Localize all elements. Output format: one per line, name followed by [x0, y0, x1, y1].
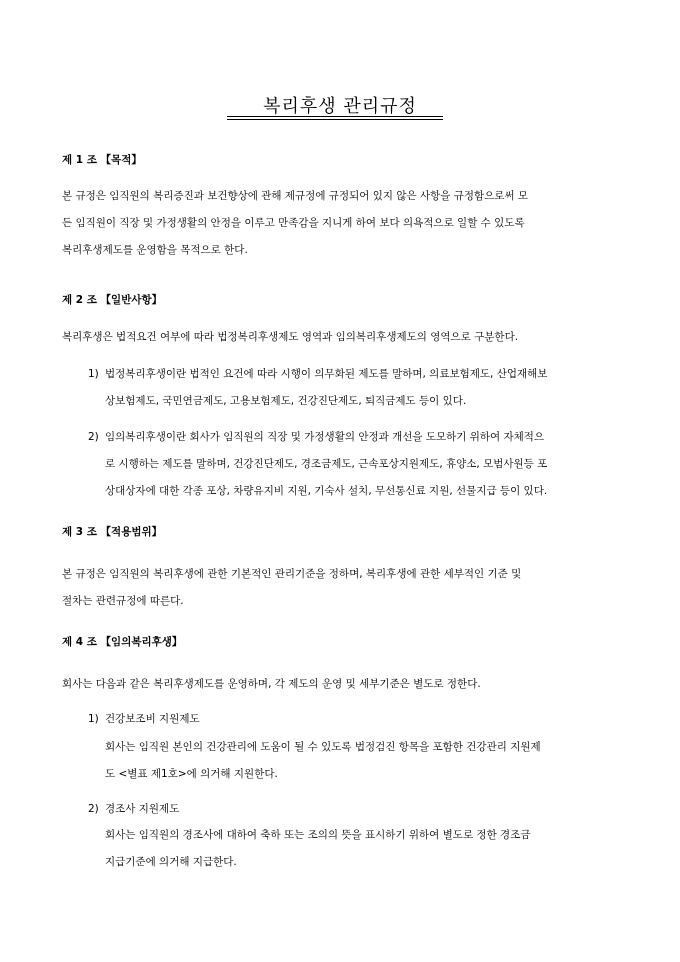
article-4-item-1-line-1: 회사는 임직원 본인의 건강관리에 도움이 될 수 있도록 법정검진 항목을 포함한 건강관리 지원제: [105, 741, 541, 753]
article-4-item-2-body: [105, 822, 622, 876]
article-4-item-2-line-2: 지급기준에 의거해 지급한다.: [105, 856, 237, 868]
article-2-item-2-body: [105, 424, 622, 505]
article-2-item-2-number: 2): [88, 431, 99, 443]
article-2-heading: 제 2 조 【일반사항】: [62, 294, 163, 306]
article-4-item-2-line-1: 회사는 임직원의 경조사에 대하여 축하 또는 조의의 뜻을 표시하기 위하여 별도로 정한 경조금: [105, 829, 531, 841]
article-3-body: [62, 561, 622, 615]
article-1-line-2: 든 임직원이 직장 및 가정생활의 안정을 이루고 만족감을 지니게 하여 보다 의욕적으로 일할 수 있도록: [62, 217, 525, 229]
document-title: 복리후생 관리규정: [263, 96, 417, 117]
title-underline-top: [227, 116, 443, 117]
article-2-item-1-number: 1): [88, 368, 99, 380]
article-1-body: [62, 183, 622, 264]
article-3-heading: 제 3 조 【적용범위】: [62, 526, 163, 538]
article-2-item-1-line-2: 상보험제도, 국민연금제도, 고용보험제도, 건강진단제도, 퇴직금제도 등이 있다.: [105, 395, 467, 407]
article-2-item-2-line-1: 임의복리후생이란 회사가 임직원의 직장 및 가정생활의 안정과 개선을 도모하기 위하여 자체적으: [105, 431, 545, 443]
article-1-line-3: 복리후생제도를 운영함을 목적으로 한다.: [62, 244, 248, 256]
article-4-heading: 제 4 조 【임의복리후생】: [62, 636, 183, 648]
article-2-item-2-line-3: 상대상자에 대한 각종 포상, 차량유지비 지원, 기숙사 설치, 무선통신료 지원, 선물지급 등이 있다.: [105, 485, 548, 497]
article-4-item-2-title: 경조사 지원제도: [105, 803, 180, 815]
article-4-intro: 회사는 다음과 같은 복리후생제도를 운영하며, 각 제도의 운영 및 세부기준은 별도로 정한다.: [62, 678, 481, 690]
article-2-item-1-body: [105, 361, 622, 415]
article-4-item-1-body: [105, 734, 622, 788]
article-1-heading: 제 1 조 【목적】: [62, 154, 142, 166]
article-2-intro: 복리후생은 법적요건 여부에 따라 법정복리후생제도 영역과 임의복리후생제도의 영역으로 구분한다.: [62, 331, 519, 343]
article-2-item-2-line-2: 로 시행하는 제도를 말하며, 건강진단제도, 경조금제도, 근속포상지원제도, 휴양소, 모범사원등 포: [105, 458, 548, 470]
article-4-item-1-number: 1): [88, 713, 99, 725]
article-4-item-1-title: 건강보조비 지원제도: [105, 713, 200, 725]
article-3-line-1: 본 규정은 임직원의 복리후생에 관한 기본적인 관리기준을 정하며, 복리후생에 관한 세부적인 기준 및: [62, 568, 522, 580]
article-2-item-1-line-1: 법정복리후생이란 법적인 요건에 따라 시행이 의무화된 제도를 말하며, 의료보험제도, 산업재해보: [105, 368, 548, 380]
title-underline-bottom: [227, 119, 443, 120]
article-4-item-2-number: 2): [88, 803, 99, 815]
article-3-line-2: 절차는 관련규정에 따른다.: [62, 595, 184, 607]
article-4-item-1-line-2: 도 <별표 제1호>에 의거해 지원한다.: [105, 768, 278, 780]
article-1-line-1: 본 규정은 임직원의 복리증진과 보건향상에 관해 제규정에 규정되어 있지 않은 사항을 규정함으로써 모: [62, 190, 529, 202]
